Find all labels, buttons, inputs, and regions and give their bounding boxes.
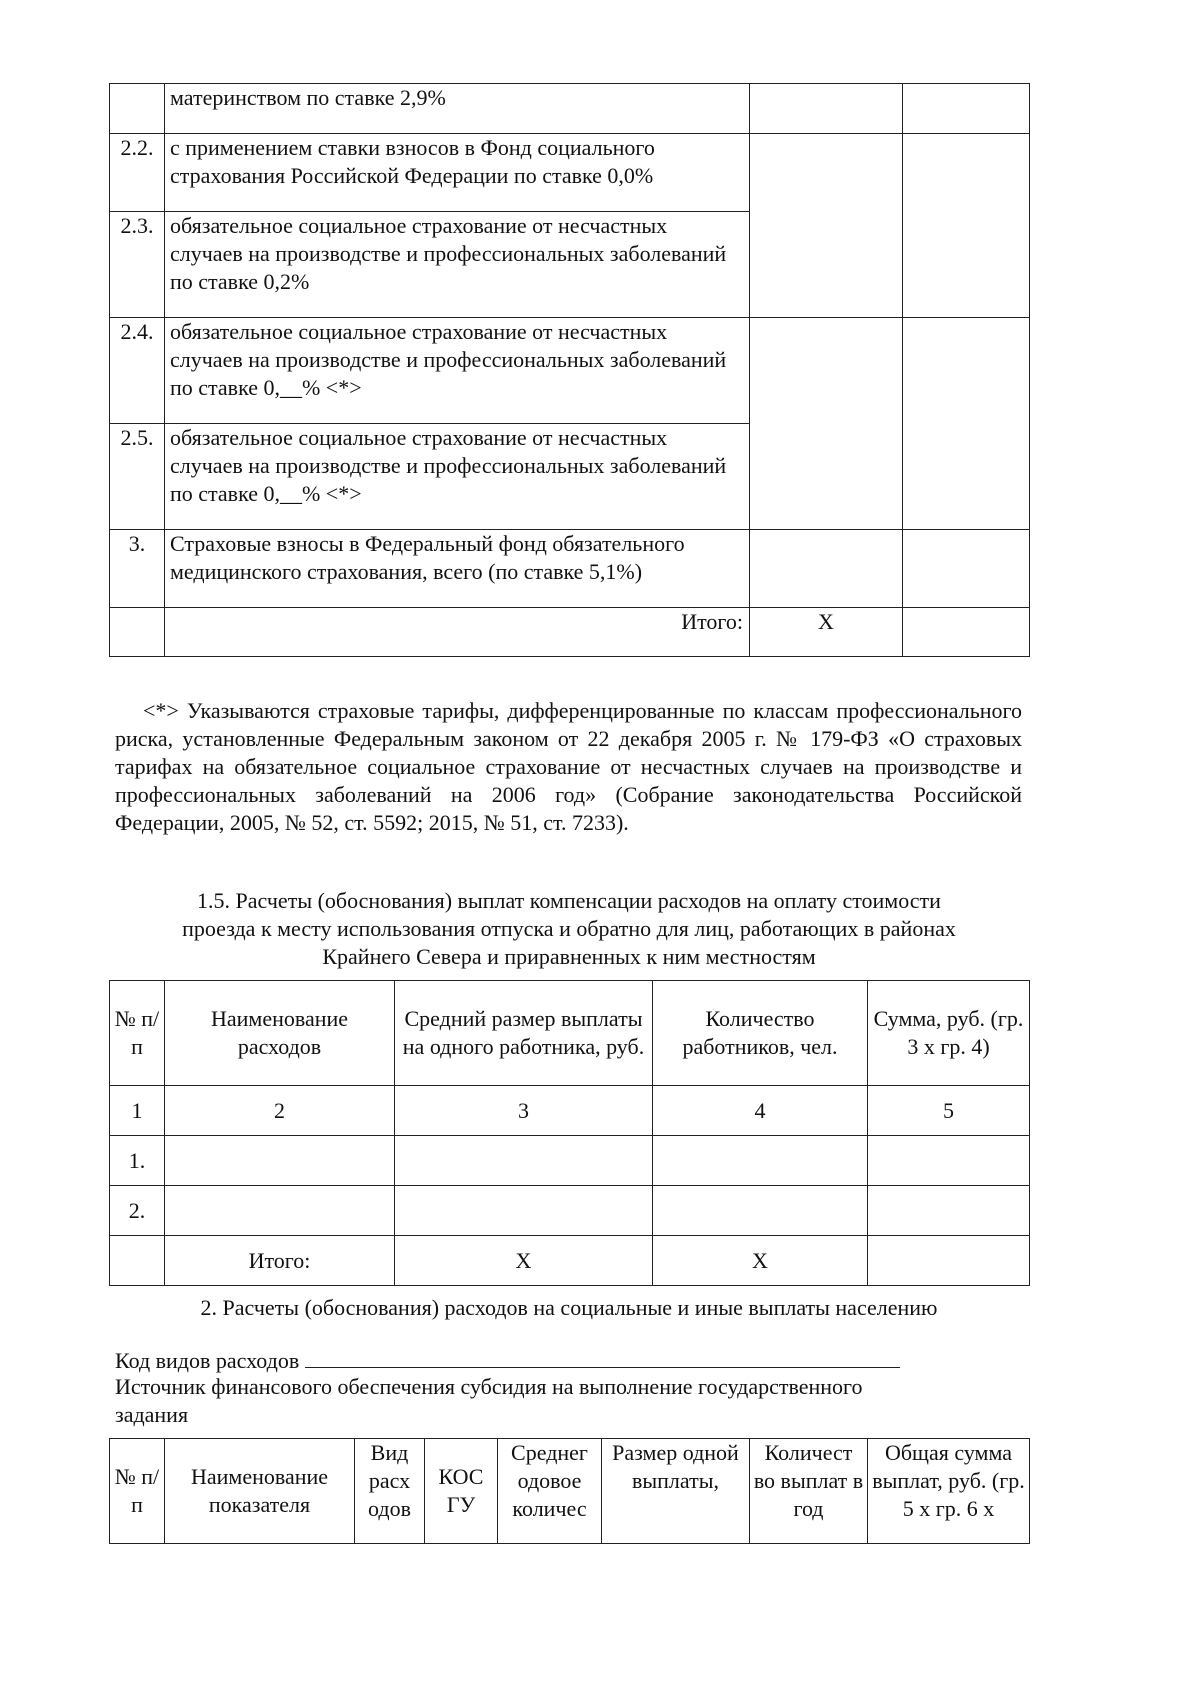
section-heading-line: Крайнего Севера и приравненных к ним местностям xyxy=(322,944,816,969)
cell xyxy=(653,1136,868,1186)
cell xyxy=(165,1186,395,1236)
section-heading-line: 1.5. Расчеты (обоснования) выплат компенсации расходов на оплату стоимости xyxy=(197,888,941,913)
row-text: с применением ставки взносов в Фонд социального страхования Российской Федерации по ставке 0,0% xyxy=(165,134,750,212)
row-text: материнством по ставке 2,9% xyxy=(165,84,750,134)
value-cell xyxy=(750,134,903,318)
total-x-mark: X xyxy=(750,608,903,657)
row-text: обязательное социальное страхование от несчастных случаев на производстве и профессиональных заболеваний по ставке 0,2% xyxy=(165,212,750,318)
row-text: обязательное социальное страхование от несчастных случаев на производстве и профессиональных заболеваний по ставке 0,__% <*> xyxy=(165,424,750,530)
row-text: Страховые взносы в Федеральный фонд обязательного медицинского страхования, всего (по ставке 5,1%) xyxy=(165,530,750,608)
total-sum-cell xyxy=(903,608,1030,657)
compensation-table xyxy=(109,980,1030,1286)
expense-code-line xyxy=(115,1345,1015,1375)
value-cell xyxy=(750,84,903,134)
cell xyxy=(868,1136,1030,1186)
row-text: обязательное социальное страхование от несчастных случаев на производстве и профессиональных заболеваний по ставке 0,__% <*> xyxy=(165,318,750,424)
column-header: Вид расх одов xyxy=(355,1439,425,1544)
cell xyxy=(868,1186,1030,1236)
column-number: 1 xyxy=(110,1086,165,1136)
row-number: 2.5. xyxy=(110,424,165,530)
row-number: 2.3. xyxy=(110,212,165,318)
column-number-row xyxy=(110,1086,1030,1136)
insurance-contributions-table xyxy=(109,83,1030,657)
total-row xyxy=(110,608,1030,657)
expense-code-label: Код видов расходов xyxy=(115,1348,300,1373)
sum-cell xyxy=(903,134,1030,318)
column-number: 5 xyxy=(868,1086,1030,1136)
expense-code-blank xyxy=(305,1345,900,1368)
footnote-text: <*> Указываются страховые тарифы, дифференцированные по классам профессионального риска, установленные Федеральным законом от 22 декабря 2005 г. № 179-ФЗ «О страховых тарифах на обязательное социальное страхование от несчастных случаев на производстве и профессиональных заболеваний на 2006 год» (Собрание законодательства Российской Федерации, 2005, № 52, ст. 5592; 2015, № 51, ст. 7233). xyxy=(115,698,1022,835)
social-payments-table xyxy=(109,1438,1030,1544)
row-number: 2. xyxy=(110,1186,165,1236)
row-number xyxy=(110,84,165,134)
column-header: Количест во выплат в год xyxy=(750,1439,868,1544)
cell xyxy=(165,1136,395,1186)
column-header: Сумма, руб. (гр. 3 x гр. 4) xyxy=(868,981,1030,1086)
sum-cell xyxy=(903,318,1030,530)
column-header: Размер одной выплаты, xyxy=(602,1439,750,1544)
column-header: № п/п xyxy=(110,1439,165,1544)
section-title: 2. Расчеты (обоснования) расходов на социальные и иные выплаты населению xyxy=(200,1295,938,1320)
table-row xyxy=(110,1136,1030,1186)
column-header: Среднег одовое количес xyxy=(498,1439,602,1544)
cell xyxy=(395,1186,653,1236)
table-row xyxy=(110,1186,1030,1236)
column-header: Наименование показателя xyxy=(165,1439,355,1544)
column-number: 4 xyxy=(653,1086,868,1136)
row-number: 2.2. xyxy=(110,134,165,212)
row-number xyxy=(110,608,165,657)
column-number: 2 xyxy=(165,1086,395,1136)
cell xyxy=(395,1136,653,1186)
total-label: Итого: xyxy=(165,608,750,657)
funding-source-line: Источник финансового обеспечения субсидия на выполнение государственного xyxy=(115,1374,863,1399)
row-number: 1. xyxy=(110,1136,165,1186)
row-number: 2.4. xyxy=(110,318,165,424)
column-number: 3 xyxy=(395,1086,653,1136)
row-number: 3. xyxy=(110,530,165,608)
cell xyxy=(653,1186,868,1236)
column-header: № п/п xyxy=(110,981,165,1086)
value-cell xyxy=(750,530,903,608)
table-row xyxy=(110,84,1030,134)
funding-source-line: задания xyxy=(115,1402,189,1427)
table-row xyxy=(110,318,1030,424)
total-x-mark: X xyxy=(395,1236,653,1286)
column-header: Количество работников, чел. xyxy=(653,981,868,1086)
total-x-mark: X xyxy=(653,1236,868,1286)
value-cell xyxy=(750,318,903,530)
total-label: Итого: xyxy=(165,1236,395,1286)
sum-cell xyxy=(903,530,1030,608)
header-row xyxy=(110,981,1030,1086)
cell xyxy=(110,1236,165,1286)
total-row xyxy=(110,1236,1030,1286)
column-header: Общая сумма выплат, руб. (гр. 5 x гр. 6 x xyxy=(868,1439,1030,1544)
column-header: КОС ГУ xyxy=(425,1439,498,1544)
header-row xyxy=(110,1439,1030,1544)
column-header: Средний размер выплаты на одного работника, руб. xyxy=(395,981,653,1086)
table-row xyxy=(110,530,1030,608)
table-row xyxy=(110,134,1030,212)
sum-cell xyxy=(903,84,1030,134)
column-header: Наименование расходов xyxy=(165,981,395,1086)
footnote xyxy=(115,697,1022,837)
section-heading-line: проезда к месту использования отпуска и обратно для лиц, работающих в районах xyxy=(182,916,956,941)
total-sum-cell xyxy=(868,1236,1030,1286)
